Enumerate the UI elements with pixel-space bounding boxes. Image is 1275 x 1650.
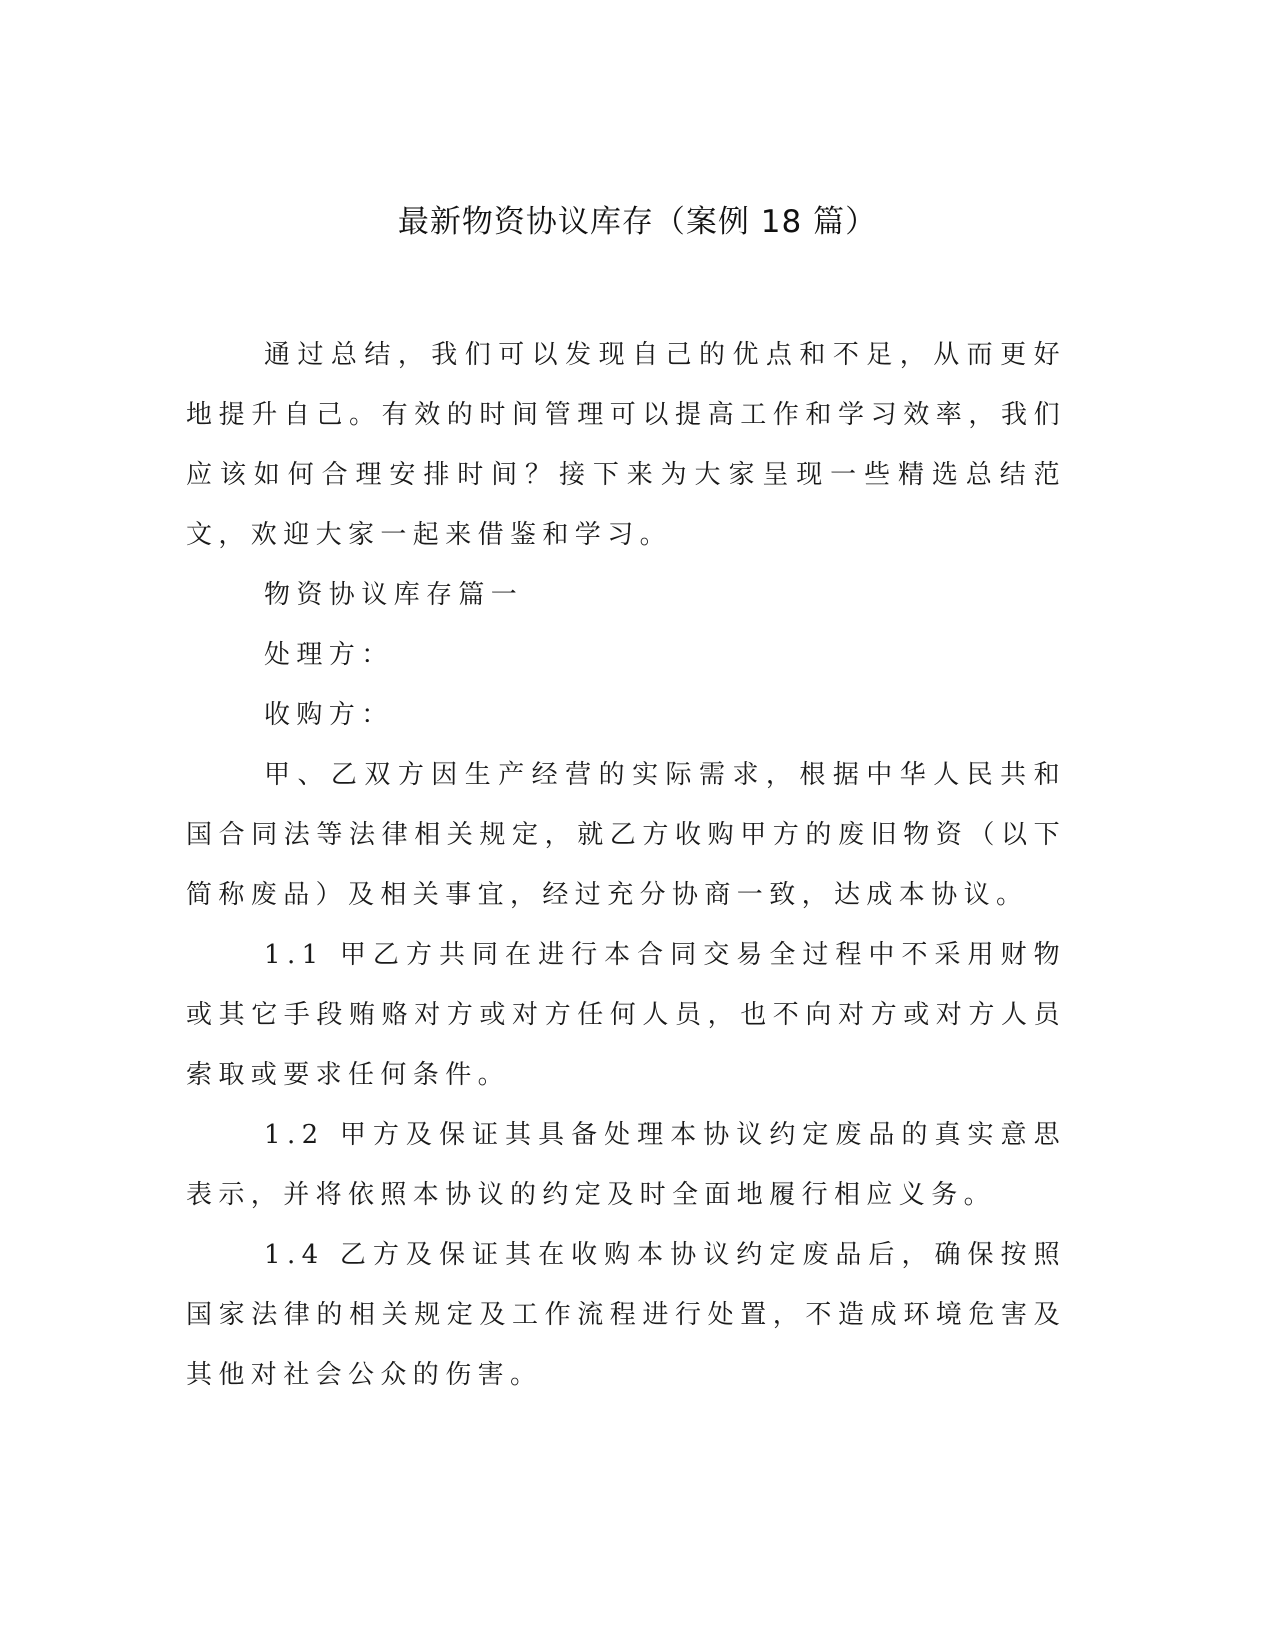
clause-1-4: 1.4 乙方及保证其在收购本协议约定废品后，确保按照国家法律的相关规定及工作流程进行处置，不造成环境危害及其他对社会公众的伤害。 <box>186 1240 1066 1390</box>
document-body <box>186 325 1066 1405</box>
processing-party-line: 处理方： <box>264 640 394 670</box>
agreement-preamble: 甲、乙双方因生产经营的实际需求，根据中华人民共和国合同法等法律相关规定，就乙方收购甲方的废旧物资（以下简称废品）及相关事宜，经过充分协商一致，达成本协议。 <box>186 760 1066 910</box>
section-heading: 物资协议库存篇一 <box>264 580 524 610</box>
intro-paragraph: 通过总结，我们可以发现自己的优点和不足，从而更好地提升自己。有效的时间管理可以提高工作和学习效率，我们应该如何合理安排时间？接下来为大家呈现一些精选总结范文，欢迎大家一起来借鉴和学习。 <box>186 340 1066 550</box>
purchasing-party-line: 收购方： <box>264 700 394 730</box>
document-title: 最新物资协议库存（案例 18 篇） <box>397 204 878 240</box>
clause-1-2: 1.2 甲方及保证其具备处理本协议约定废品的真实意思表示，并将依照本协议的约定及时全面地履行相应义务。 <box>186 1120 1066 1210</box>
clause-1-1: 1.1 甲乙方共同在进行本合同交易全过程中不采用财物或其它手段贿赂对方或对方任何人员，也不向对方或对方人员索取或要求任何条件。 <box>186 940 1066 1090</box>
